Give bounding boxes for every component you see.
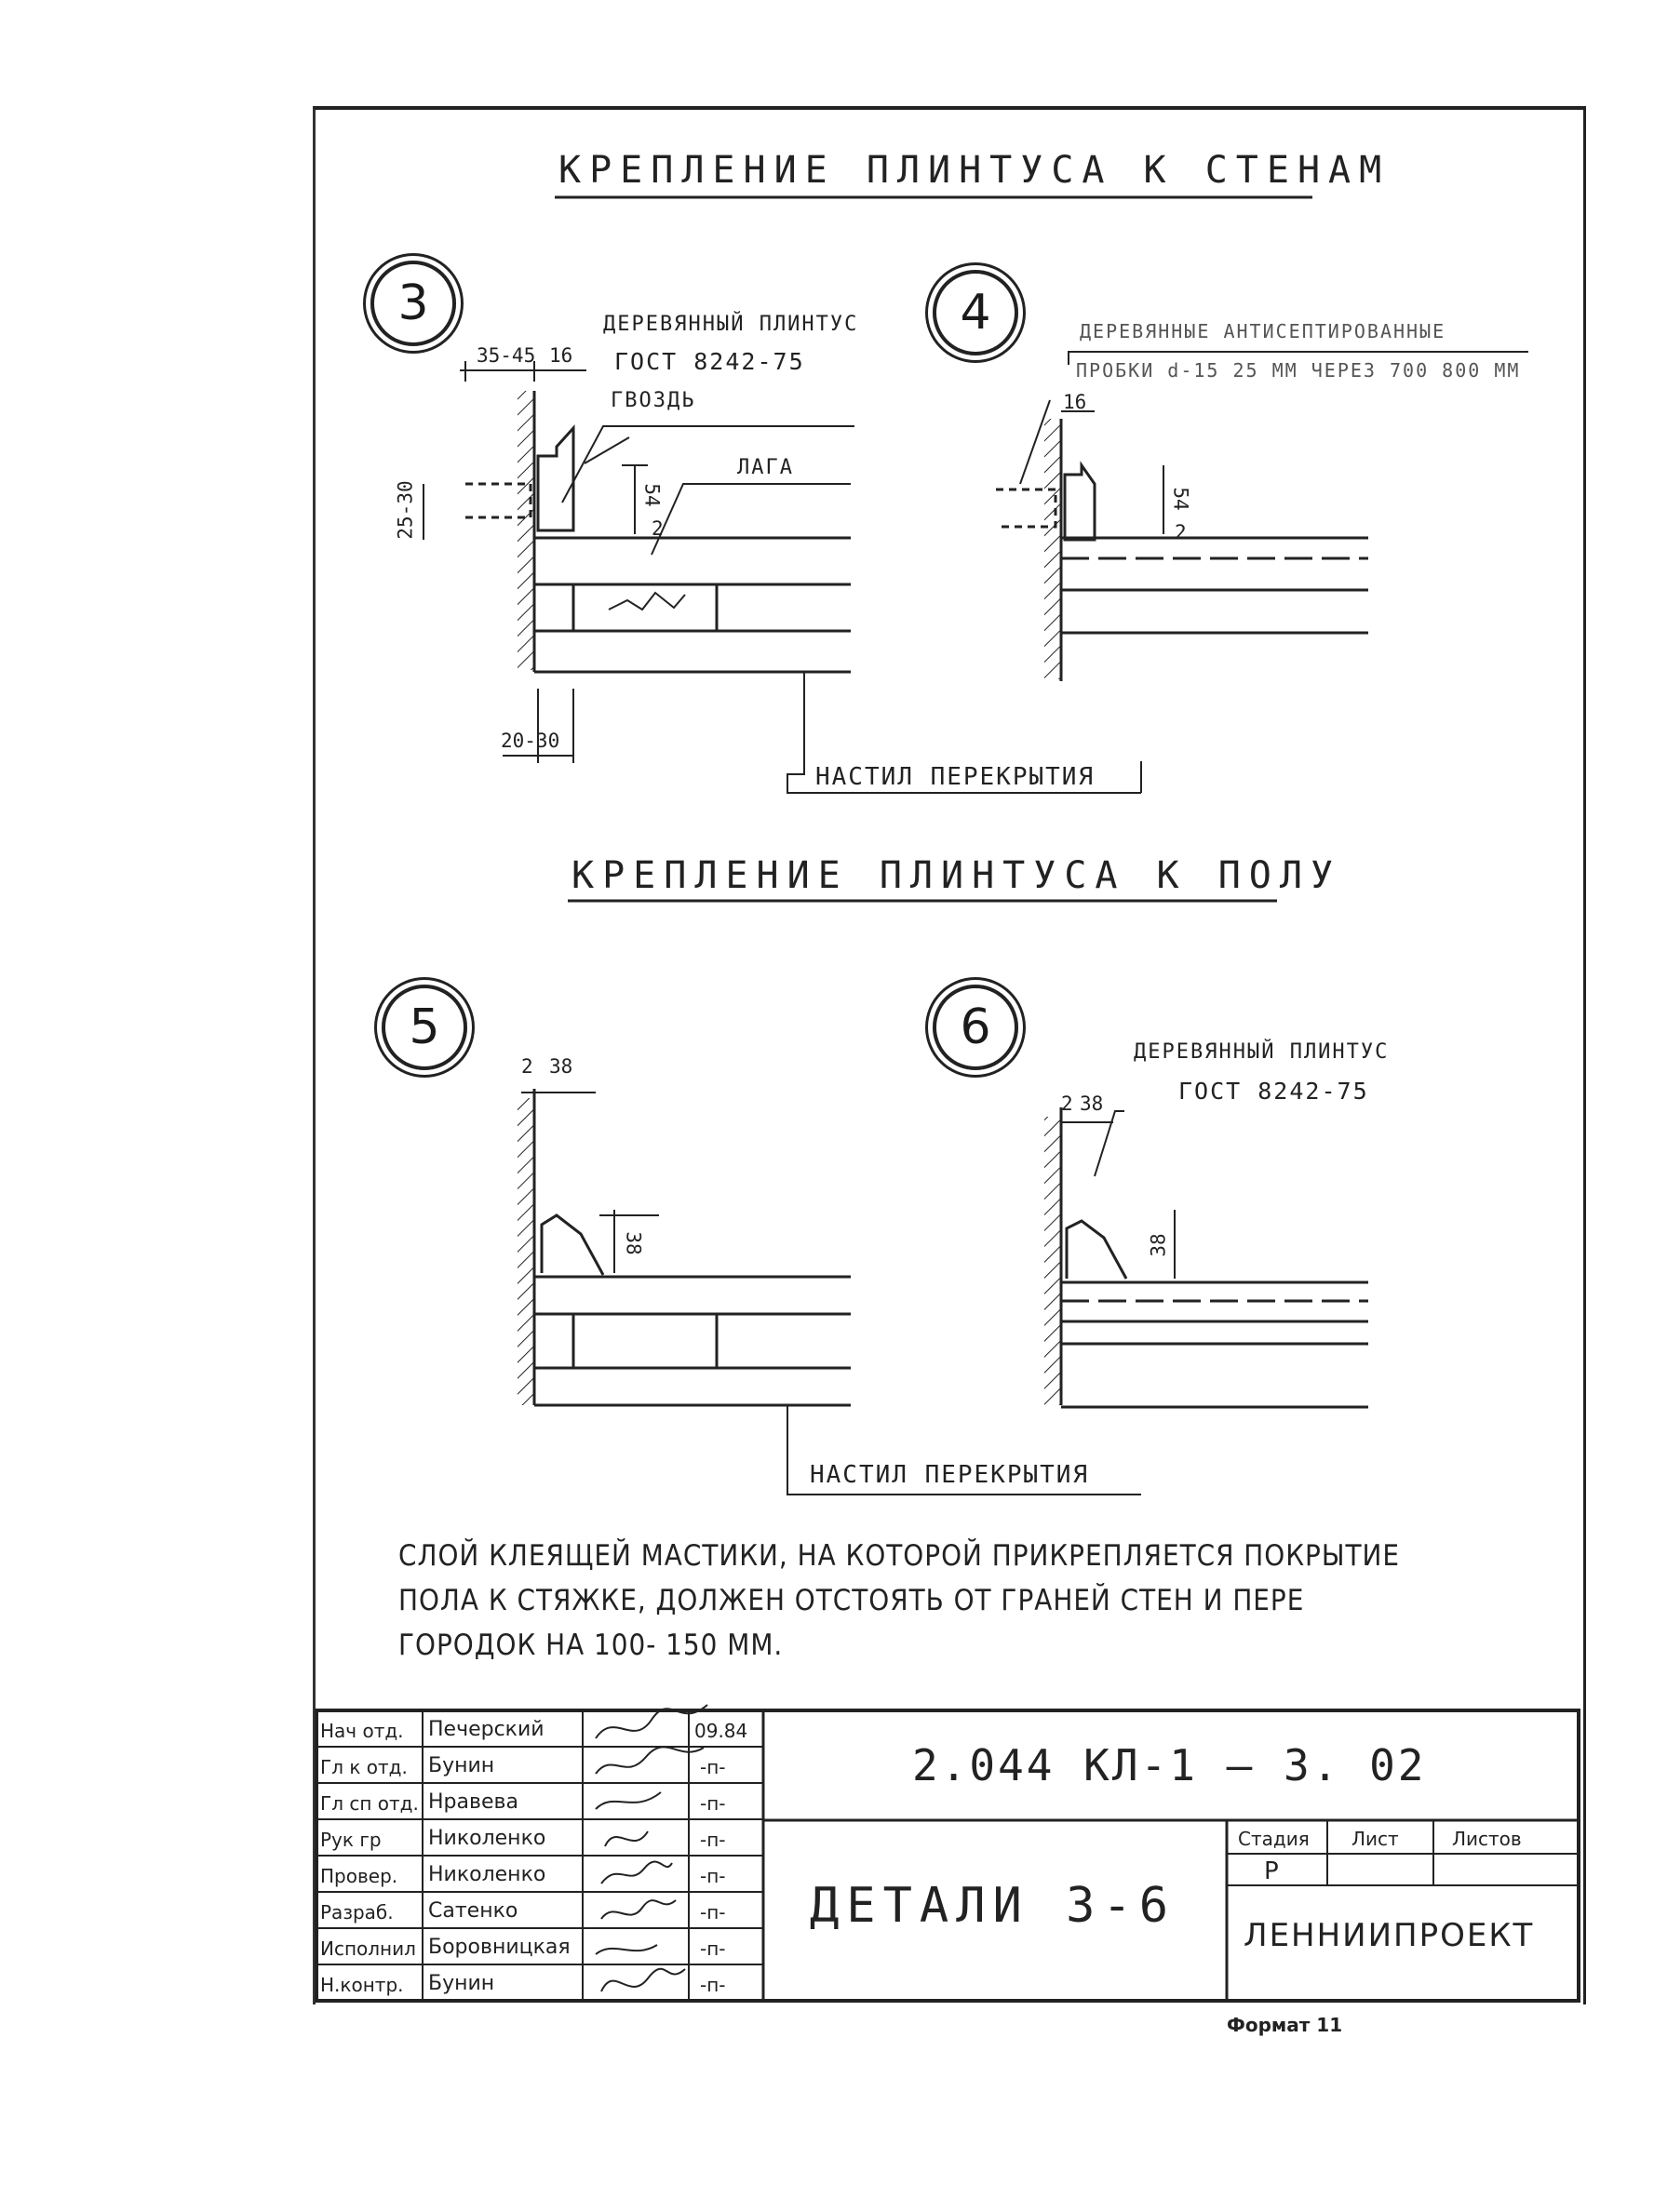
tb-role-3: Рук гр	[320, 1829, 382, 1851]
format-label: Формат 11	[1227, 2014, 1343, 2036]
stage-value: Р	[1264, 1857, 1279, 1885]
stage-header: Стадия	[1238, 1828, 1310, 1850]
slab-label-1: НАСТИЛ ПЕРЕКРЫТИЯ	[815, 763, 1096, 791]
note-line-3: ГОРОДОК НА 100- 150 ММ.	[398, 1629, 784, 1662]
tb-date-1: -п-	[700, 1756, 726, 1778]
detail-number-4: 4	[933, 270, 1018, 355]
tb-name-2: Нравева	[428, 1790, 518, 1814]
detail3-dim-gap: 2	[652, 517, 664, 540]
detail4-dim-gap: 2	[1175, 521, 1187, 543]
detail6-dim-gap: 2	[1061, 1093, 1073, 1115]
detail3-gost-label: ГОСТ 8242-75	[614, 348, 805, 375]
detail6-dim-height: 38	[1147, 1233, 1170, 1257]
detail3-dim-top: 35-45	[477, 344, 536, 367]
tb-date-2: -п-	[700, 1792, 726, 1815]
sheet-header: Лист	[1351, 1828, 1399, 1850]
detail3-joist-label: ЛАГА	[737, 456, 794, 479]
detail4-dim-top: 16	[1063, 391, 1087, 413]
tb-name-3: Николенко	[428, 1827, 546, 1850]
tb-date-7: -п-	[700, 1974, 726, 1996]
tb-role-6: Исполнил	[320, 1937, 416, 1960]
detail-number-3: 3	[370, 261, 456, 346]
tb-role-5: Разраб.	[320, 1901, 394, 1924]
detail-number-6: 6	[933, 985, 1018, 1070]
tb-role-2: Гл сп отд.	[320, 1792, 419, 1815]
detail3-dim-height: 54	[640, 483, 664, 507]
detail5-dim-gap: 2	[521, 1055, 533, 1078]
tb-name-4: Николенко	[428, 1863, 546, 1886]
detail4-label-line1: ДЕРЕВЯННЫЕ АНТИСЕПТИРОВАННЫЕ	[1080, 320, 1446, 342]
detail6-dim-width: 38	[1080, 1093, 1104, 1115]
detail-number-5: 5	[382, 985, 467, 1070]
drawing-code: 2.044 КЛ-1 — 3. 02	[912, 1740, 1427, 1790]
tb-role-7: Н.контр.	[320, 1974, 404, 1996]
tb-name-6: Боровницкая	[428, 1936, 571, 1959]
tb-role-1: Гл к отд.	[320, 1756, 408, 1778]
detail3-dim-top2: 16	[549, 344, 573, 367]
tb-role-0: Нач отд.	[320, 1720, 404, 1742]
note-line-2: ПОЛА К СТЯЖКЕ, ДОЛЖЕН ОТСТОЯТЬ ОТ ГРАНЕЙ СТЕН И ПЕРЕ	[398, 1584, 1305, 1617]
tb-date-6: -п-	[700, 1937, 726, 1960]
detail6-plinth-label: ДЕРЕВЯННЫЙ ПЛИНТУС	[1134, 1040, 1390, 1064]
drawing-title: ДЕТАЛИ 3-6	[810, 1878, 1177, 1934]
detail3-nail-label: ГВОЗДЬ	[611, 389, 696, 412]
section-title-walls: КРЕПЛЕНИЕ ПЛИНТУСА К СТЕНАМ	[558, 149, 1391, 192]
tb-name-5: Сатенко	[428, 1899, 518, 1923]
tb-date-4: -п-	[700, 1865, 726, 1887]
tb-date-0: 09.84	[694, 1720, 748, 1742]
tb-name-1: Бунин	[428, 1754, 495, 1777]
slab-label-2: НАСТИЛ ПЕРЕКРЫТИЯ	[810, 1461, 1090, 1489]
tb-date-5: -п-	[700, 1901, 726, 1924]
organization: ЛЕННИИПРОЕКТ	[1244, 1917, 1535, 1954]
sheets-header: Листов	[1452, 1828, 1522, 1850]
section-title-floor: КРЕПЛЕНИЕ ПЛИНТУСА К ПОЛУ	[572, 854, 1342, 897]
detail3-dim-bottom: 20-30	[501, 730, 560, 752]
detail4-dim-height: 54	[1169, 487, 1192, 511]
detail5-dim-width: 38	[549, 1055, 573, 1078]
note-line-1: СЛОЙ КЛЕЯЩЕЙ МАСТИКИ, НА КОТОРОЙ ПРИКРЕПЛЯЕТСЯ ПОКРЫТИЕ	[398, 1539, 1400, 1573]
detail5-dim-height: 38	[622, 1231, 645, 1255]
detail4-label-line2: ПРОБКИ d-15 25 ММ ЧЕРЕЗ 700 800 ММ	[1076, 359, 1521, 382]
tb-date-3: -п-	[700, 1829, 726, 1851]
tb-name-7: Бунин	[428, 1972, 495, 1995]
tb-name-0: Печерский	[428, 1718, 545, 1741]
detail3-plinth-label: ДЕРЕВЯННЫЙ ПЛИНТУС	[603, 313, 859, 336]
signatures	[596, 1705, 707, 1991]
detail3-dim-plug: 25-30	[394, 480, 417, 540]
detail6-gost-label: ГОСТ 8242-75	[1178, 1078, 1369, 1105]
tb-role-4: Провер.	[320, 1865, 398, 1887]
